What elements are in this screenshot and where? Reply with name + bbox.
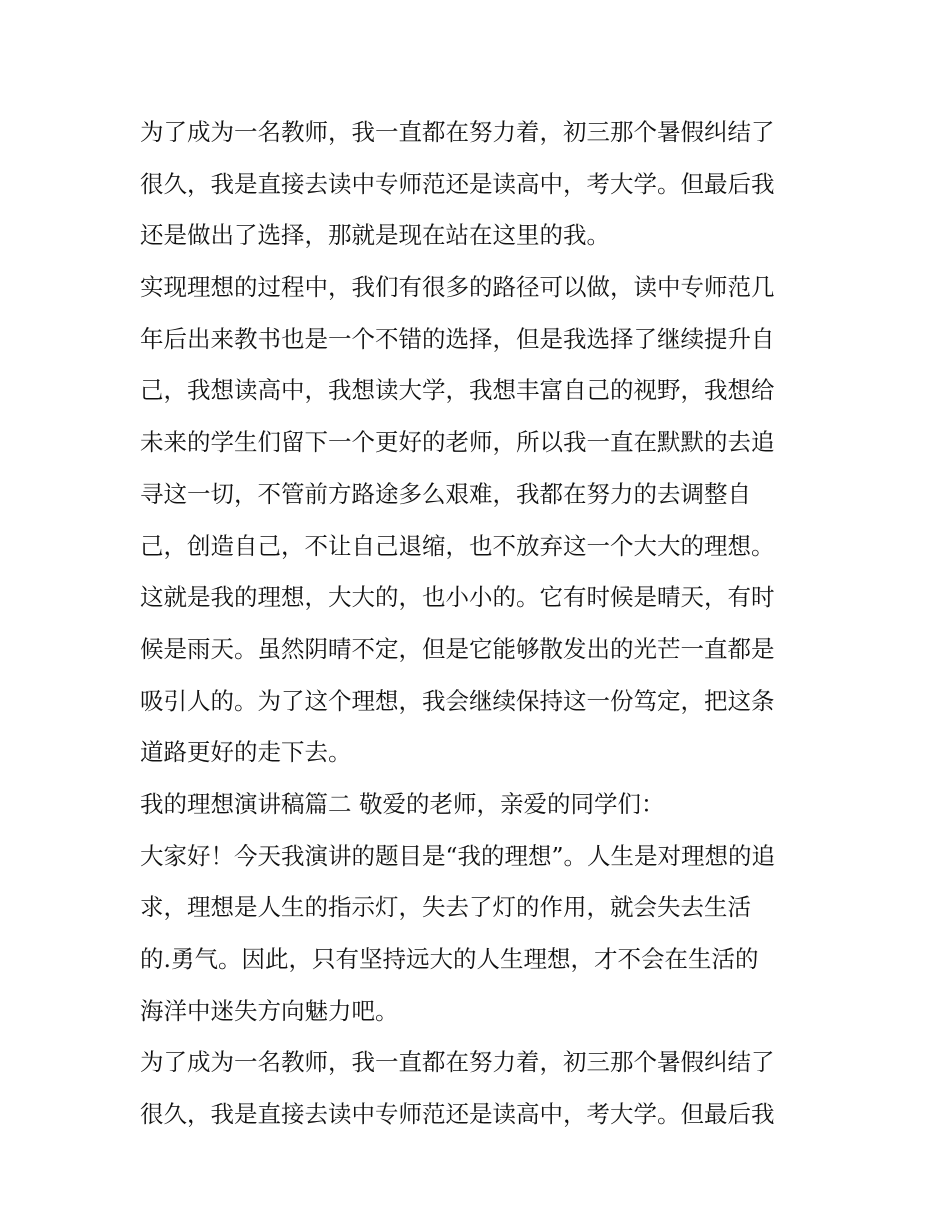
text-line: 这就是我的理想，大大的，也小小的。它有时候是晴天，有时	[140, 583, 775, 612]
text-line: 年后出来教书也是一个不错的选择，但是我选择了继续提升自	[140, 324, 775, 353]
text-line: 为了成为一名教师，我一直都在努力着，初三那个暑假纠结了	[140, 1048, 775, 1077]
text-line: 己，我想读高中，我想读大学，我想丰富自己的视野，我想给	[140, 376, 775, 405]
text-line: 很久，我是直接去读中专师范还是读高中，考大学。但最后我	[140, 1100, 775, 1129]
section-heading-line: 我的理想演讲稿篇二 敬爱的老师，亲爱的同学们：	[140, 789, 665, 818]
text-line: 海洋中迷失方向魅力吧。	[140, 996, 399, 1025]
text-line: 很久，我是直接去读中专师范还是读高中，考大学。但最后我	[140, 169, 775, 198]
text-line: 吸引人的。为了这个理想，我会继续保持这一份笃定，把这条	[140, 686, 775, 715]
document-body	[140, 107, 830, 1141]
text-line: 己，创造自己，不让自己退缩，也不放弃这一个大大的理想。	[140, 531, 775, 560]
text-line: 寻这一切，不管前方路途多么艰难，我都在努力的去调整自	[140, 479, 751, 508]
text-line: 为了成为一名教师，我一直都在努力着，初三那个暑假纠结了	[140, 118, 775, 146]
text-line: 还是做出了选择，那就是现在站在这里的我。	[140, 221, 610, 250]
text-line: 的.勇气。因此，只有坚持远大的人生理想，才不会在生活的	[140, 945, 759, 973]
text-line: 候是雨天。虽然阴晴不定，但是它能够散发出的光芒一直都是	[140, 634, 775, 663]
text-line: 求，理想是人生的指示灯，失去了灯的作用，就会失去生活	[140, 893, 751, 922]
text-line: 大家好！今天我演讲的题目是“我的理想”。人生是对理想的追	[140, 841, 776, 870]
text-line: 道路更好的走下去。	[140, 738, 352, 767]
text-line: 实现理想的过程中，我们有很多的路径可以做，读中专师范几	[140, 273, 775, 302]
text-line: 未来的学生们留下一个更好的老师，所以我一直在默默的去追	[140, 428, 775, 457]
